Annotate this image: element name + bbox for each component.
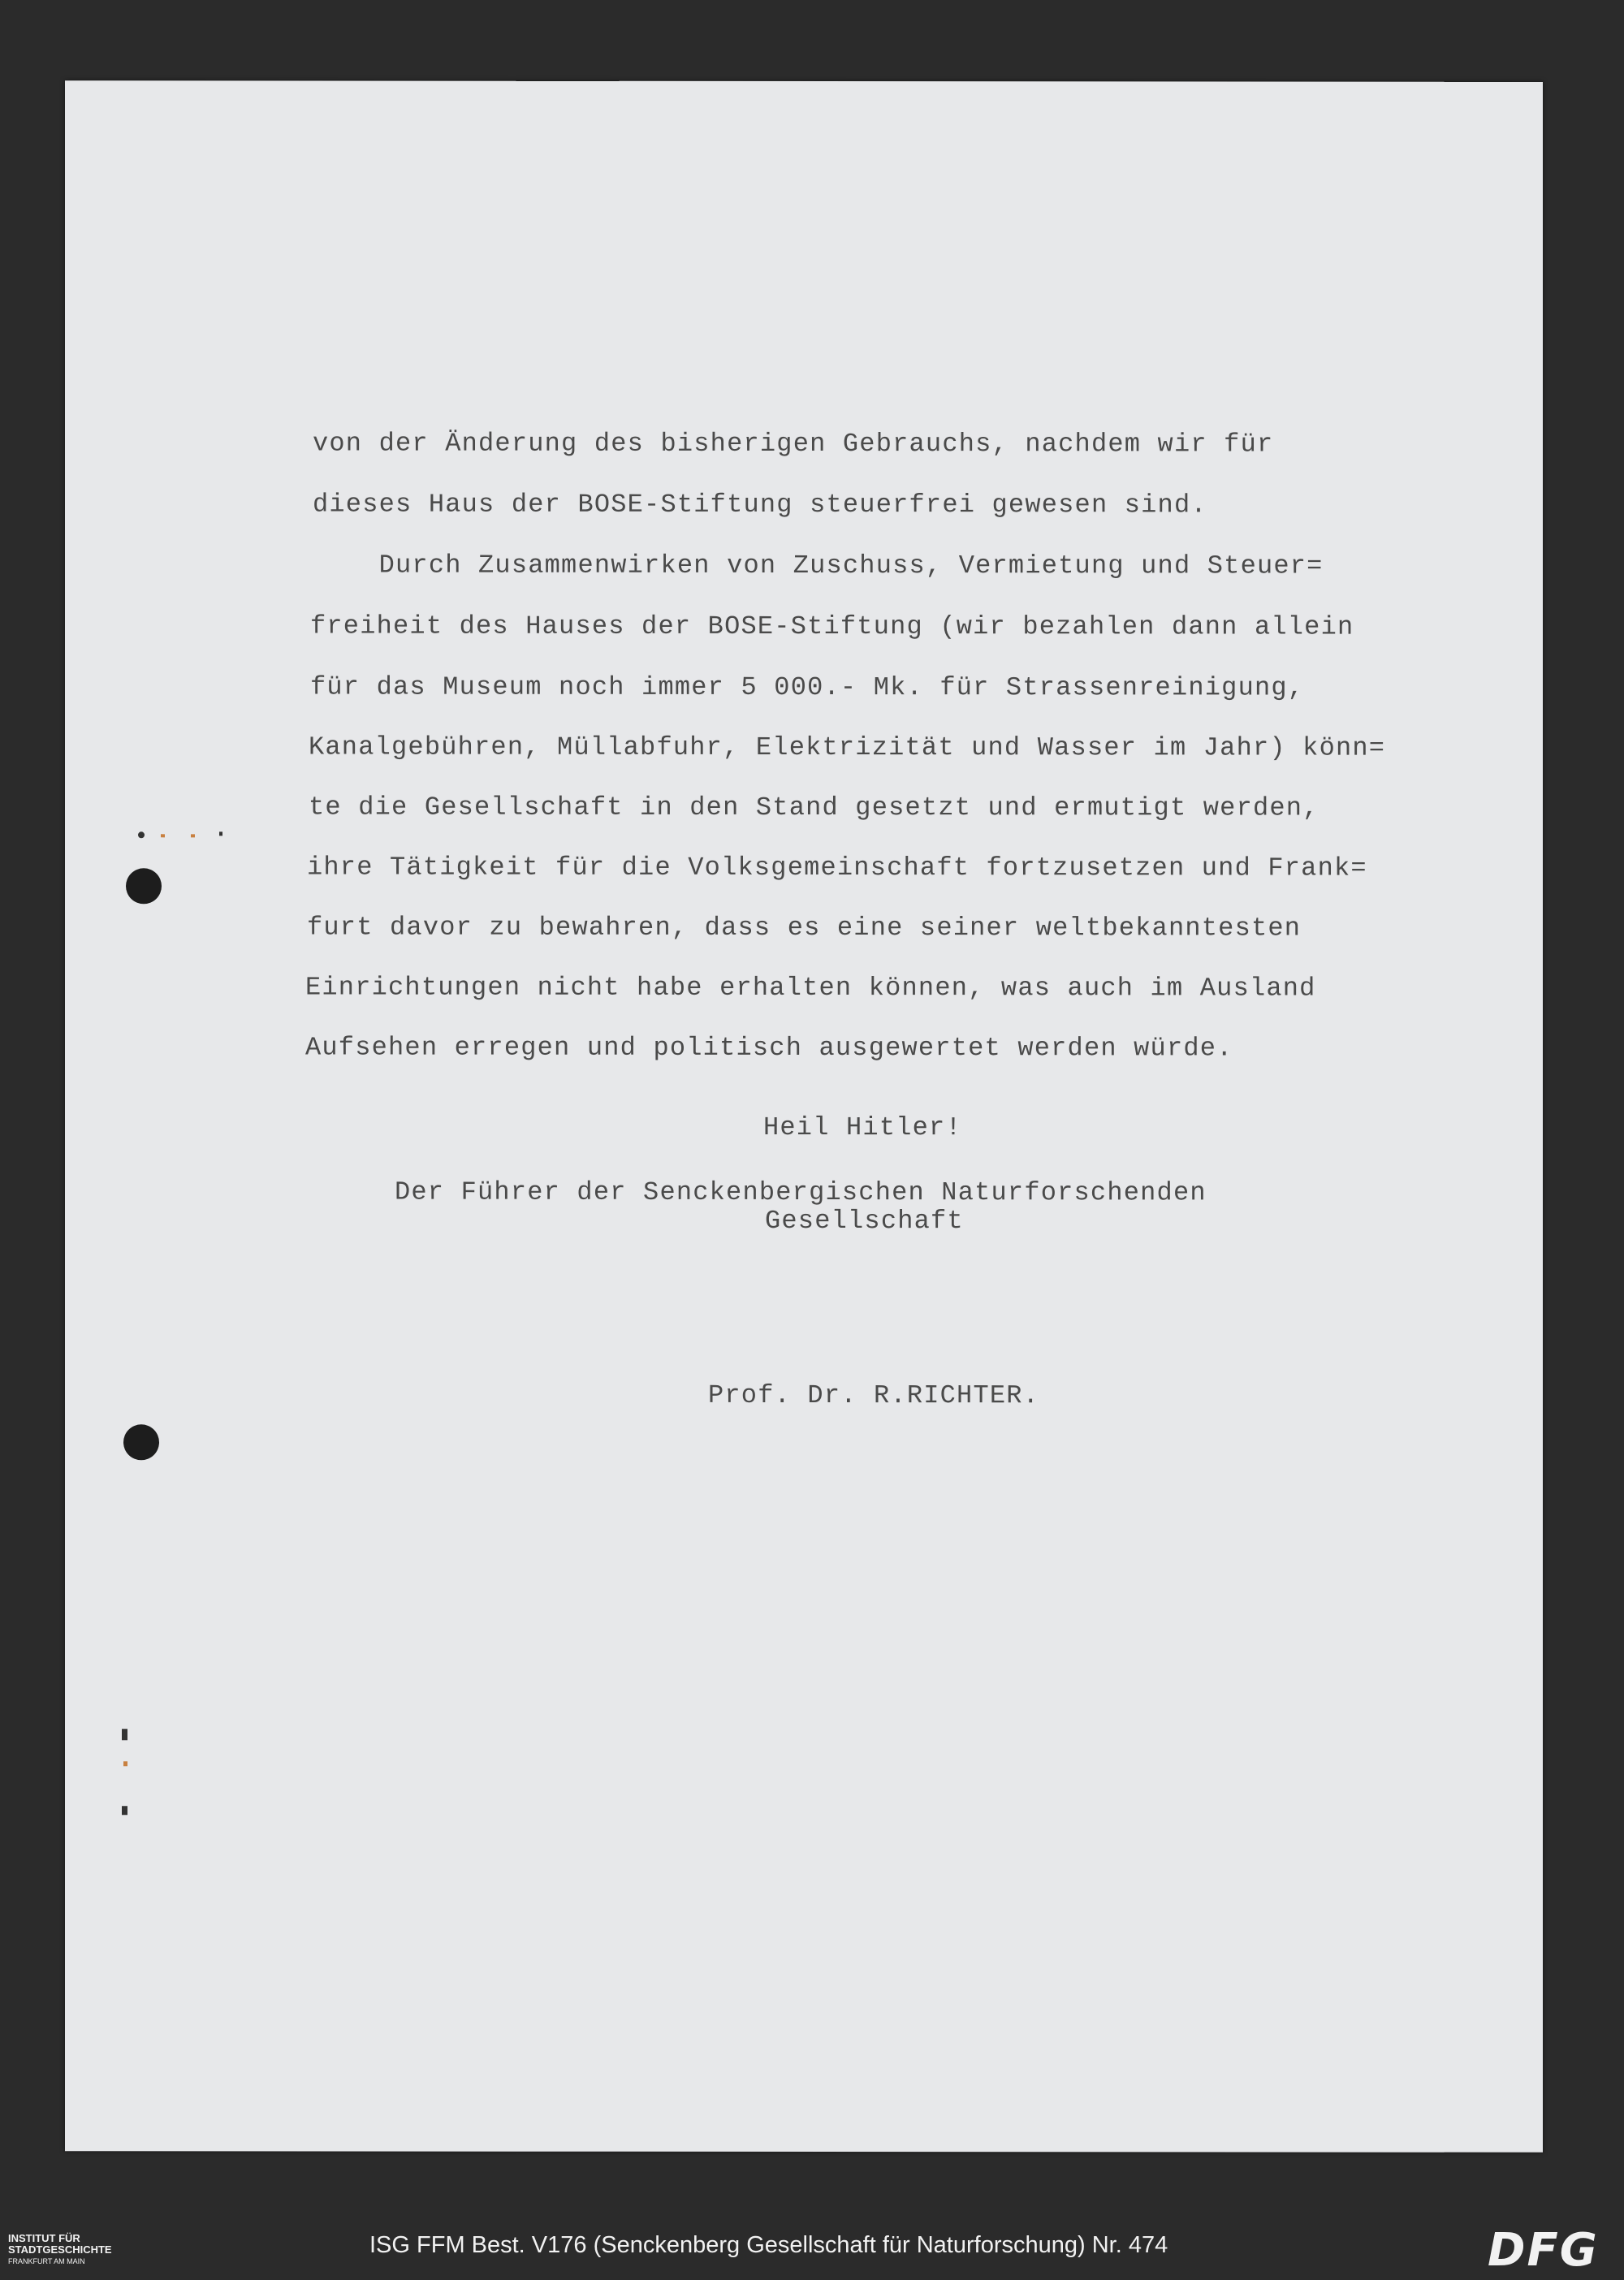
body-line-6: Kanalgebühren, Müllabfuhr, Elektrizität und Wasser im Jahr) könn= (309, 732, 1386, 763)
institute-logo (8, 2233, 112, 2267)
institute-name-line2: STADTGESCHICHTE (8, 2243, 112, 2256)
dfg-logo: DFG (1488, 2224, 1599, 2277)
body-line-5: für das Museum noch immer 5 000.- Mk. für Strassenreinigung, (310, 671, 1305, 703)
binder-mark (123, 1761, 127, 1766)
document-page (65, 80, 1543, 2153)
body-line-4: freiheit des Hauses der BOSE-Stiftung (wir bezahlen dann allein (310, 611, 1354, 642)
body-line-2: dieses Haus der BOSE-Stiftung steuerfrei gewesen sind. (313, 489, 1207, 520)
body-line-9: furt davor zu bewahren, dass es eine seiner weltbekanntesten (307, 912, 1302, 944)
body-line-3: Durch Zusammenwirken von Zuschuss, Vermietung und Steuer= (313, 550, 1324, 581)
institute-name-line1: INSTITUT FÜR (8, 2232, 80, 2244)
archive-caption: ISG FFM Best. V176 (Senckenberg Gesellschaft für Naturforschung) Nr. 474 (369, 2232, 1168, 2258)
punch-hole-bottom (123, 1424, 159, 1460)
body-line-11: Aufsehen erregen und politisch ausgewertet werden würde. (305, 1032, 1233, 1064)
binder-mark (138, 831, 145, 838)
punch-hole-top (126, 868, 162, 904)
binder-mark (219, 831, 222, 836)
binder-mark (122, 1729, 127, 1740)
binder-mark (191, 834, 195, 837)
body-line-1: von der Änderung des bisherigen Gebrauchs, nachdem wir für (313, 428, 1274, 460)
institute-city: FRANKFURT AM MAIN (8, 2257, 85, 2265)
body-line-7: te die Gesellschaft in den Stand gesetzt und ermutigt werden, (309, 792, 1320, 823)
signer-name: Prof. Dr. R.RICHTER. (708, 1380, 1040, 1411)
archive-footer (0, 2221, 1624, 2280)
body-line-8: ihre Tätigkeit für die Volksgemeinschaft fortzusetzen und Frank= (307, 852, 1367, 883)
signature-line-2: Gesellschaft (765, 1205, 964, 1237)
signature-line-1: Der Führer der Senckenbergischen Naturforschenden (395, 1177, 1207, 1208)
body-line-10: Einrichtungen nicht habe erhalten können, was auch im Ausland (305, 972, 1316, 1004)
binder-mark (122, 1806, 127, 1815)
greeting: Heil Hitler! (763, 1112, 962, 1143)
binder-mark (161, 834, 165, 837)
